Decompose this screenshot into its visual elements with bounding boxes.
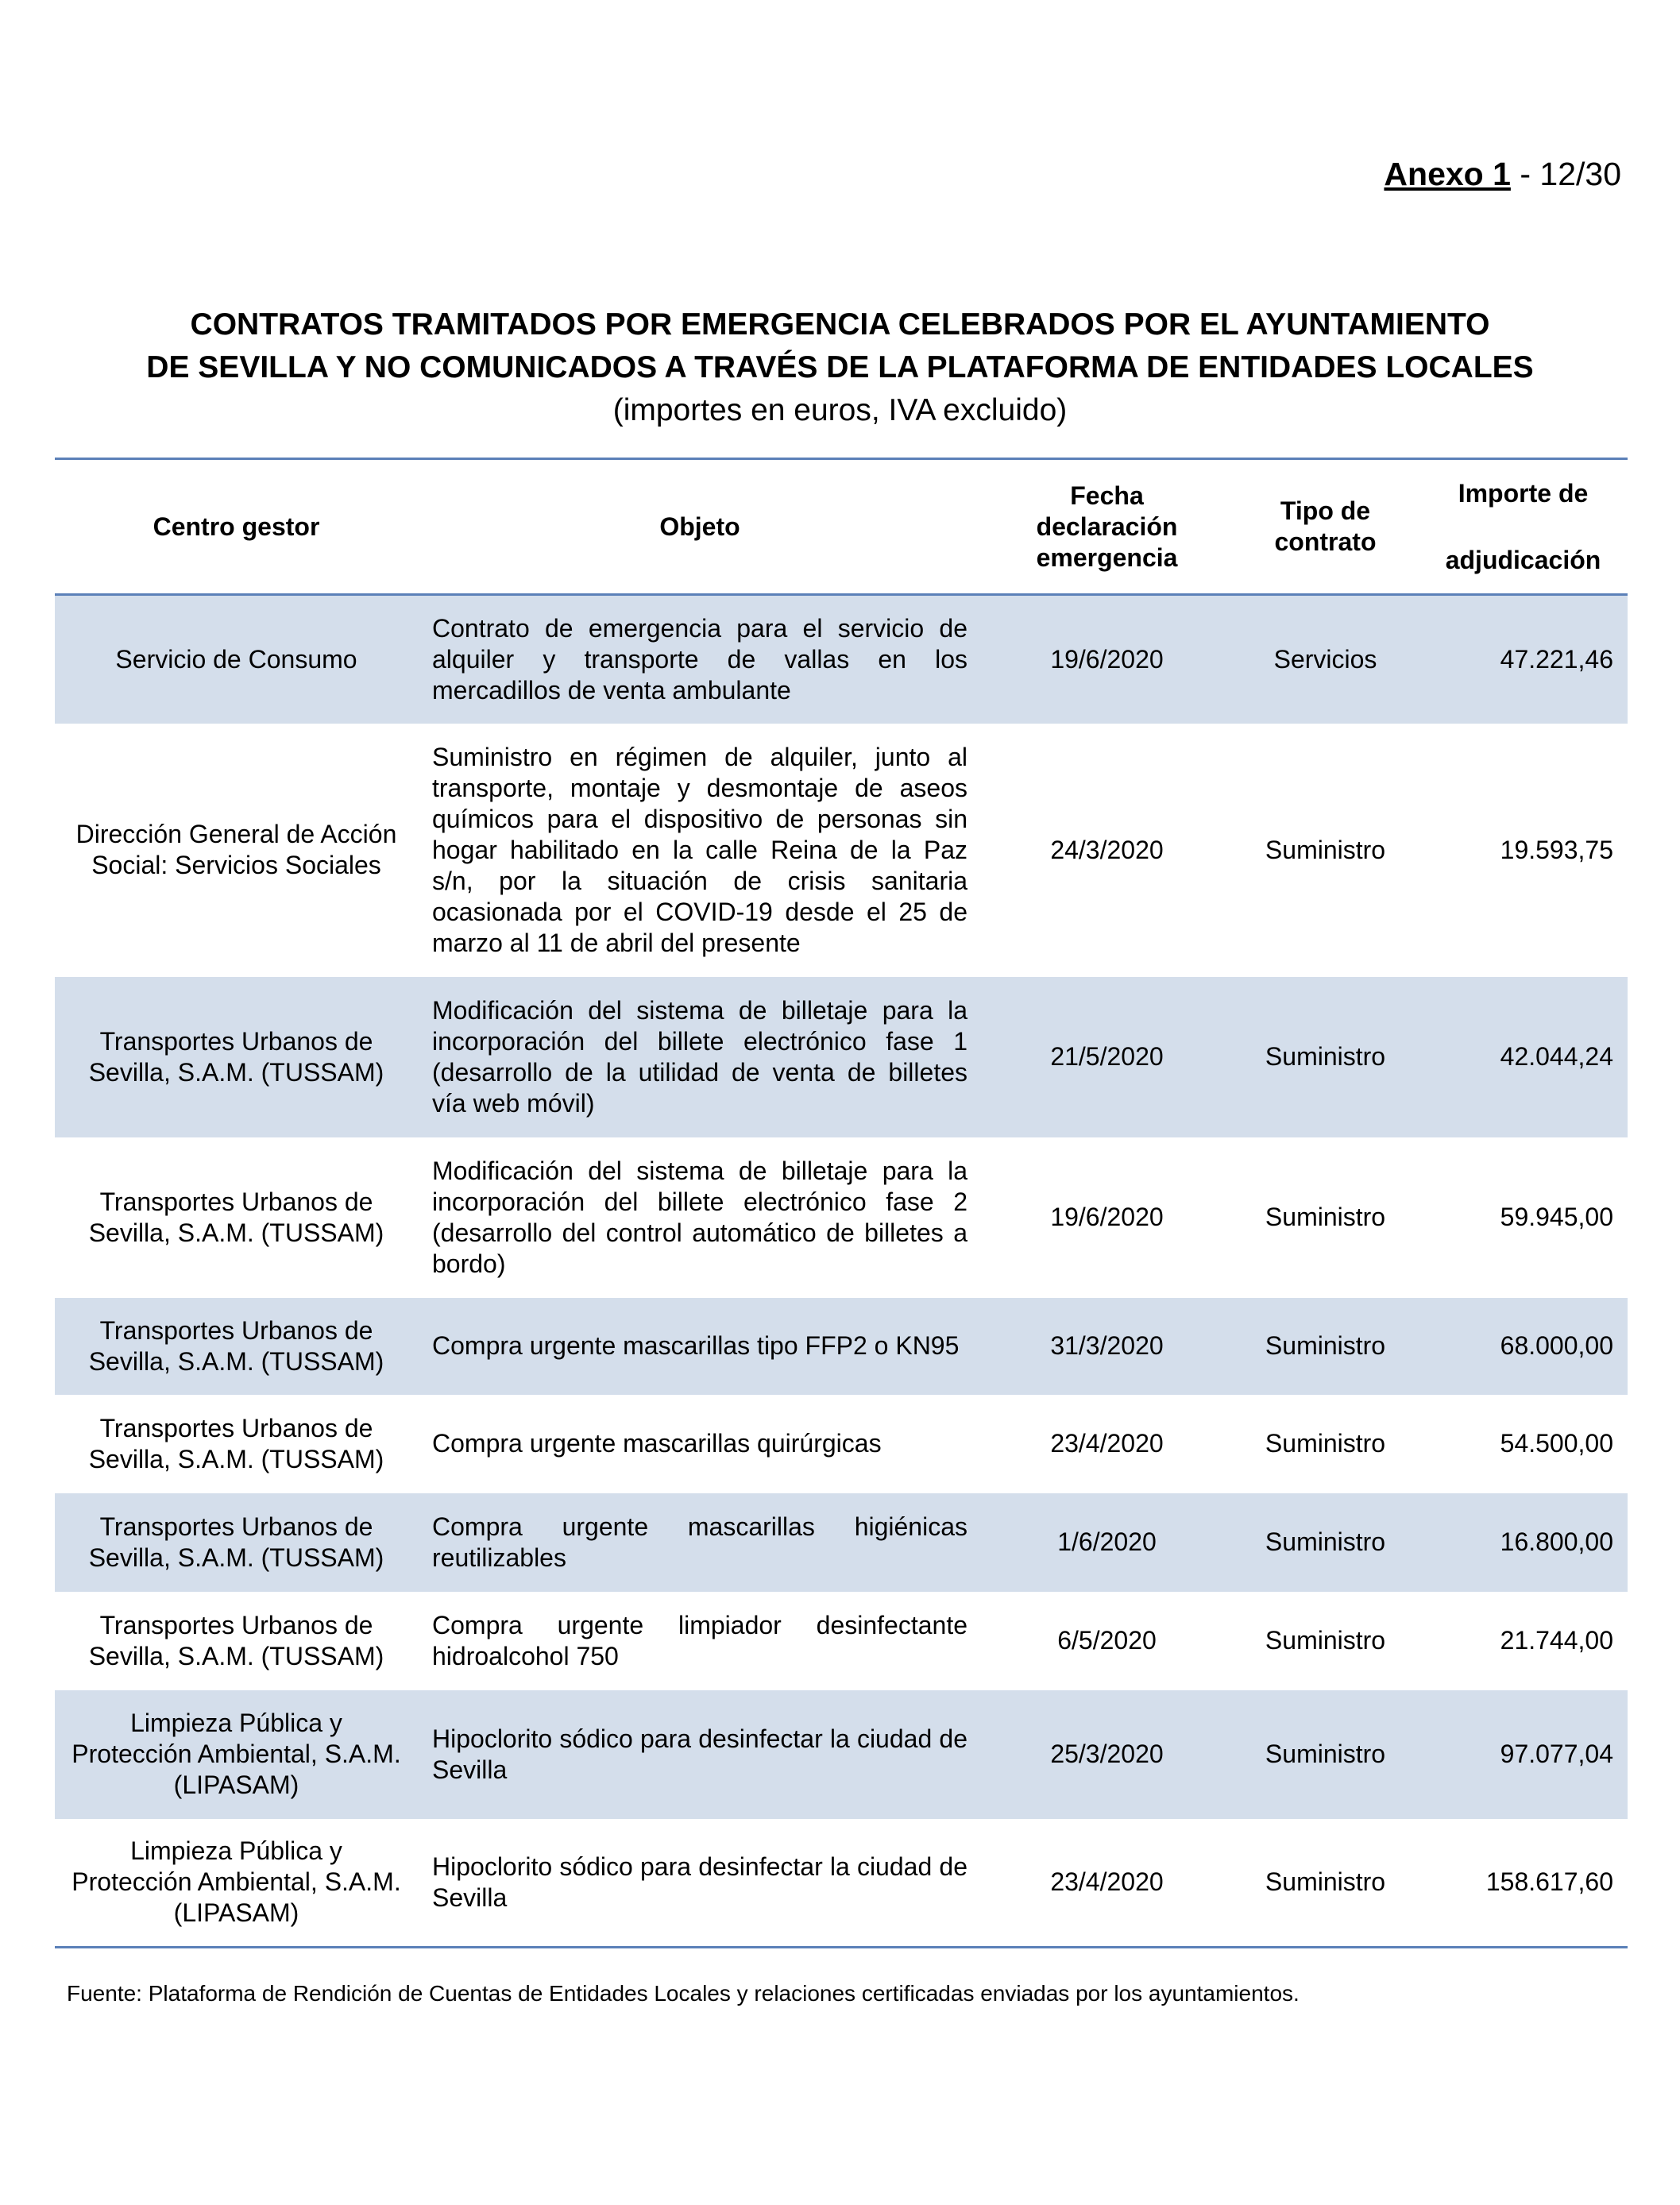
cell-objeto: Compra urgente limpiador desinfectante hidroalcohol 750 xyxy=(432,1610,967,1670)
cell-objeto: Hipoclorito sódico para desinfectar la ciudad de Sevilla xyxy=(432,1852,967,1912)
cell-centro-gestor: Transportes Urbanos de Sevilla, S.A.M. (TUSSAM) xyxy=(88,1610,384,1670)
cell-objeto: Compra urgente mascarillas quirúrgicas xyxy=(432,1429,882,1458)
header-fecha-line-1: Fecha xyxy=(1070,481,1144,510)
annex-page-label xyxy=(1384,156,1621,193)
cell-fecha: 6/5/2020 xyxy=(1057,1626,1157,1655)
cell-objeto: Hipoclorito sódico para desinfectar la ciudad de Sevilla xyxy=(418,1690,982,1819)
table-row xyxy=(55,1395,1628,1493)
header-row xyxy=(55,459,1628,595)
table-row xyxy=(55,977,1628,1137)
table-row xyxy=(55,1690,1628,1819)
contracts-table xyxy=(55,458,1628,1948)
table-row xyxy=(55,1493,1628,1592)
annex-page-number: 12/30 xyxy=(1539,156,1621,192)
header-fecha xyxy=(982,459,1232,595)
annex-separator: - xyxy=(1520,156,1531,192)
cell-importe: 19.593,75 xyxy=(1500,835,1613,864)
cell-objeto: Compra urgente mascarillas tipo FFP2 o KN95 xyxy=(418,1298,982,1395)
cell-fecha: 19/6/2020 xyxy=(1050,1203,1164,1231)
document-title xyxy=(0,303,1680,432)
header-importe xyxy=(1419,459,1628,595)
cell-centro-gestor: Transportes Urbanos de Sevilla, S.A.M. (TUSSAM) xyxy=(55,1493,418,1592)
cell-importe: 158.617,60 xyxy=(1485,1867,1613,1897)
header-fecha-line-2: declaración xyxy=(1036,512,1178,541)
cell-importe: 68.000,00 xyxy=(1419,1298,1628,1395)
cell-centro-gestor: Dirección General de Acción Social: Servicios Sociales xyxy=(75,820,397,879)
table-row xyxy=(55,1298,1628,1395)
cell-centro-gestor: Limpieza Pública y Protección Ambiental, S.A.M. (LIPASAM) xyxy=(55,1690,418,1819)
header-tipo-line-1: Tipo de xyxy=(1280,496,1371,525)
source-note: Fuente: Plataforma de Rendición de Cuentas de Entidades Locales y relaciones certificadas enviadas por los ayuntamientos. xyxy=(67,1981,1300,2006)
cell-tipo: Suministro xyxy=(1265,1626,1386,1655)
header-centro-text: Centro gestor xyxy=(153,512,320,541)
table-row xyxy=(55,595,1628,724)
cell-importe: 21.744,00 xyxy=(1500,1626,1613,1655)
cell-fecha: 31/3/2020 xyxy=(982,1298,1232,1395)
cell-tipo: Suministro xyxy=(1265,1867,1386,1897)
table-header xyxy=(55,459,1628,595)
table-body xyxy=(55,595,1628,1948)
cell-centro-gestor: Transportes Urbanos de Sevilla, S.A.M. (TUSSAM) xyxy=(55,977,418,1137)
cell-fecha: 21/5/2020 xyxy=(982,977,1232,1137)
cell-tipo: Suministro xyxy=(1232,1690,1419,1819)
cell-centro-gestor: Servicio de Consumo xyxy=(55,595,418,724)
table-row xyxy=(55,1137,1628,1298)
cell-centro-gestor: Limpieza Pública y Protección Ambiental, S.A.M. (LIPASAM) xyxy=(71,1836,401,1928)
title-line-1: CONTRATOS TRAMITADOS POR EMERGENCIA CELEBRADOS POR EL AYUNTAMIENTO xyxy=(190,307,1490,342)
table-row xyxy=(55,724,1628,977)
cell-importe: 47.221,46 xyxy=(1419,595,1628,724)
header-importe-line-2: adjudicación xyxy=(1445,546,1601,574)
cell-importe: 16.800,00 xyxy=(1419,1493,1628,1592)
cell-tipo: Suministro xyxy=(1232,977,1419,1137)
header-objeto xyxy=(418,459,982,595)
cell-fecha: 23/4/2020 xyxy=(1050,1429,1164,1458)
header-importe-line-1: Importe de xyxy=(1458,479,1589,508)
cell-tipo: Suministro xyxy=(1265,835,1386,864)
cell-importe: 42.044,24 xyxy=(1419,977,1628,1137)
cell-importe: 97.077,04 xyxy=(1419,1690,1628,1819)
cell-fecha: 23/4/2020 xyxy=(1050,1867,1164,1897)
cell-tipo: Servicios xyxy=(1232,595,1419,724)
title-subtitle: (importes en euros, IVA excluido) xyxy=(612,393,1068,427)
table-row xyxy=(55,1592,1628,1690)
cell-tipo: Suministro xyxy=(1232,1493,1419,1592)
header-tipo-line-2: contrato xyxy=(1274,527,1377,556)
header-centro-gestor xyxy=(55,459,418,595)
cell-fecha: 25/3/2020 xyxy=(982,1690,1232,1819)
cell-fecha: 1/6/2020 xyxy=(982,1493,1232,1592)
cell-objeto: Compra urgente mascarillas higiénicas reutilizables xyxy=(418,1493,982,1592)
cell-objeto: Modificación del sistema de billetaje para la incorporación del billete electrónico fase 2 (desarrollo del control automático de billetes a bordo) xyxy=(432,1156,967,1278)
cell-centro-gestor: Transportes Urbanos de Sevilla, S.A.M. (TUSSAM) xyxy=(88,1413,384,1473)
cell-tipo: Suministro xyxy=(1265,1429,1386,1458)
cell-importe: 59.945,00 xyxy=(1500,1203,1613,1231)
cell-fecha: 19/6/2020 xyxy=(982,595,1232,724)
cell-importe: 54.500,00 xyxy=(1500,1429,1613,1458)
cell-objeto: Contrato de emergencia para el servicio de alquiler y transporte de vallas en los mercadillos de venta ambulante xyxy=(418,595,982,724)
cell-objeto: Suministro en régimen de alquiler, junto al transporte, montaje y desmontaje de aseos químicos para el dispositivo de personas sin hogar habilitado en la calle Reina de la Paz s/n, por la situación de crisis sanitaria ocasionada por el COVID-19 desde el 25 de marzo al 11 de abril del presente xyxy=(432,742,967,957)
header-objeto-text: Objeto xyxy=(659,512,740,541)
cell-centro-gestor: Transportes Urbanos de Sevilla, S.A.M. (TUSSAM) xyxy=(55,1298,418,1395)
cell-tipo: Suministro xyxy=(1232,1298,1419,1395)
cell-centro-gestor: Transportes Urbanos de Sevilla, S.A.M. (TUSSAM) xyxy=(88,1187,384,1247)
table-row xyxy=(55,1819,1628,1948)
annex-label: Anexo 1 xyxy=(1384,156,1511,192)
title-line-2: DE SEVILLA Y NO COMUNICADOS A TRAVÉS DE LA PLATAFORMA DE ENTIDADES LOCALES xyxy=(146,350,1534,384)
cell-fecha: 24/3/2020 xyxy=(1050,835,1164,864)
cell-objeto: Modificación del sistema de billetaje para la incorporación del billete electrónico fase 1 (desarrollo de la utilidad de venta de billetes vía web móvil) xyxy=(418,977,982,1137)
header-fecha-line-3: emergencia xyxy=(1036,543,1178,572)
header-tipo xyxy=(1232,459,1419,595)
cell-tipo: Suministro xyxy=(1265,1203,1386,1231)
